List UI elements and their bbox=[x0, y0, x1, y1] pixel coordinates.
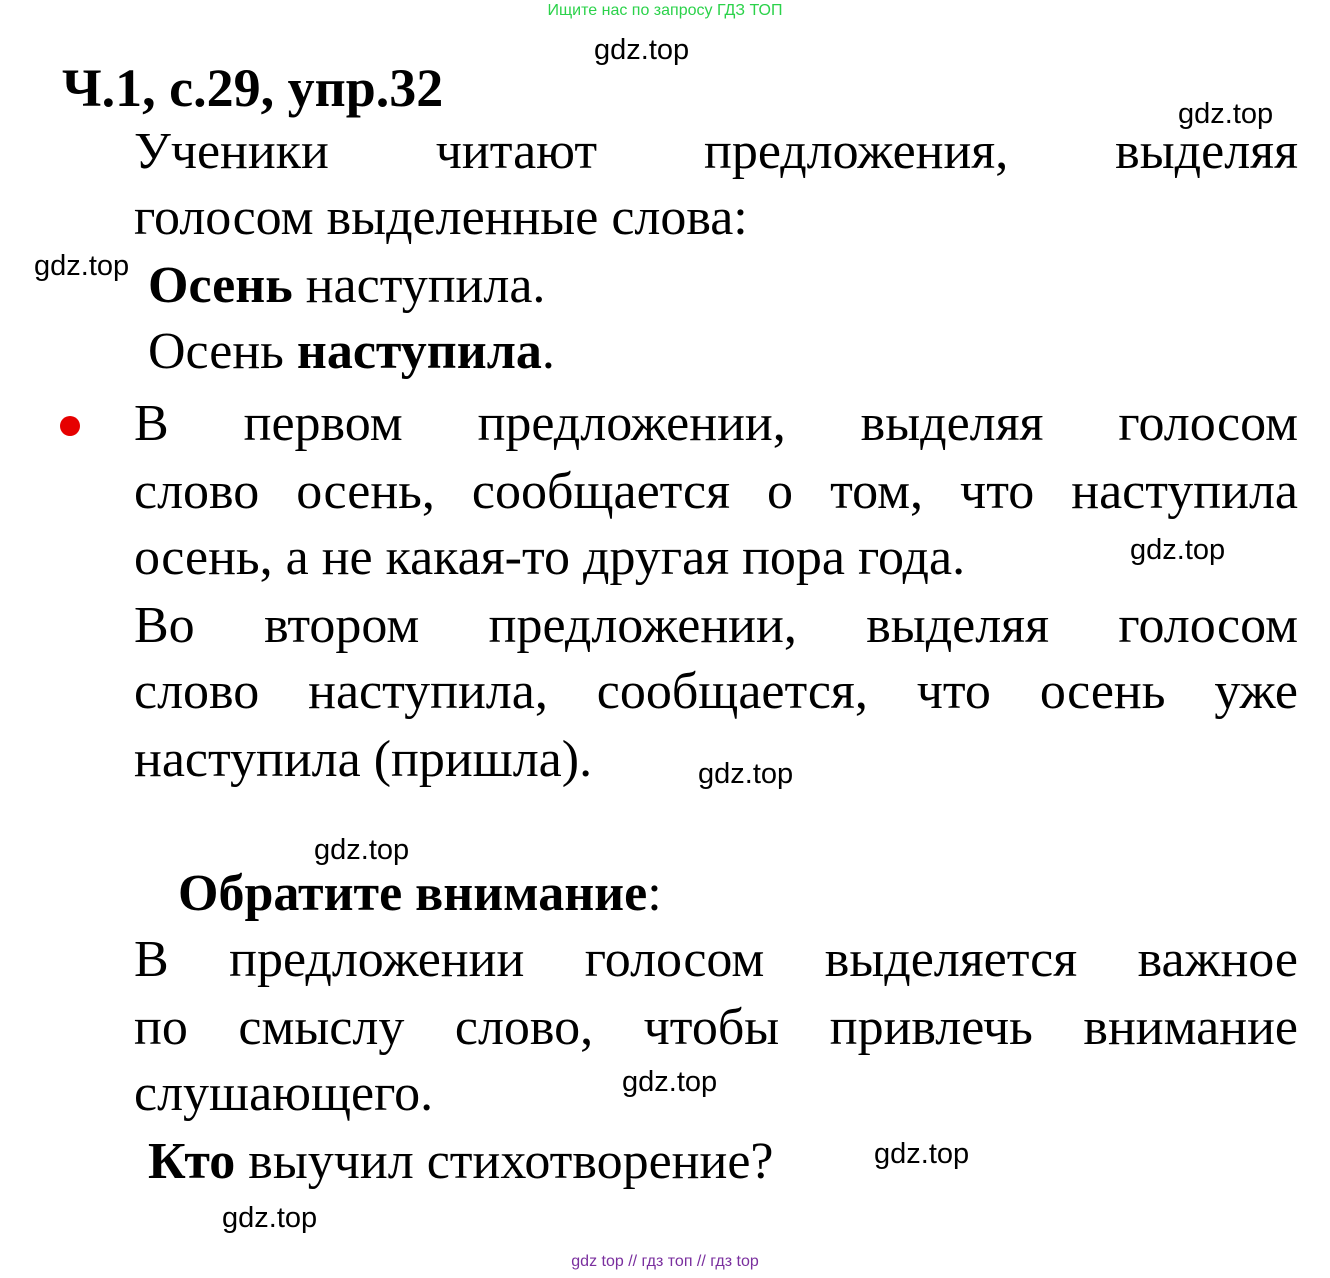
sentence-start: Осень bbox=[148, 323, 297, 380]
intro-line-1: Ученики читают предложения, выделяя bbox=[134, 123, 1298, 180]
emphasized-word: Кто bbox=[148, 1133, 236, 1190]
top-banner: Ищите нас по запросу ГДЗ ТОП bbox=[547, 2, 783, 19]
note-line-1: В предложении голосом выделяется важное bbox=[134, 931, 1298, 988]
explanation-2-line-1: Во втором предложении, выделяя голосом bbox=[134, 597, 1298, 654]
watermark: gdz.top bbox=[1130, 534, 1226, 566]
explanation-2-line-2: слово наступила, сообщается, что осень уже bbox=[134, 663, 1298, 720]
explanation-2-line-3: наступила (пришла). bbox=[134, 731, 593, 788]
emphasized-word: Осень bbox=[148, 257, 293, 314]
intro-line-2: голосом выделенные слова: bbox=[134, 189, 748, 246]
note-title-colon: : bbox=[647, 865, 662, 922]
sentence-rest: выучил стихотворение? bbox=[235, 1133, 774, 1190]
bottom-banner: gdz top // гдз топ // гдз top bbox=[571, 1253, 759, 1270]
watermark: gdz.top bbox=[314, 834, 410, 866]
watermark: gdz.top bbox=[622, 1066, 718, 1098]
example-sentence-2 bbox=[148, 322, 555, 382]
explanation-1-line-3: осень, а не какая-то другая пора года. bbox=[134, 529, 966, 586]
watermark: gdz.top bbox=[874, 1138, 970, 1170]
watermark: gdz.top bbox=[1178, 98, 1274, 130]
sentence-end: . bbox=[541, 323, 555, 380]
sentence-rest: наступила. bbox=[292, 257, 546, 314]
watermark: gdz.top bbox=[34, 250, 130, 282]
note-line-2: по смыслу слово, чтобы привлечь внимание bbox=[134, 999, 1298, 1056]
note-title-bold: Обратите внимание bbox=[178, 865, 648, 922]
watermark: gdz.top bbox=[594, 34, 690, 66]
emphasized-word: наступила bbox=[296, 323, 542, 380]
explanation-1-line-2: слово осень, сообщается о том, что наступила bbox=[134, 463, 1298, 520]
example-sentence-1 bbox=[148, 256, 545, 316]
watermark: gdz.top bbox=[222, 1202, 318, 1234]
watermark: gdz.top bbox=[698, 758, 794, 790]
page-title: Ч.1, с.29, упр.32 bbox=[62, 58, 444, 118]
note-title bbox=[178, 864, 662, 924]
note-line-3: слушающего. bbox=[134, 1065, 434, 1122]
question-sentence bbox=[148, 1132, 774, 1192]
bullet-icon bbox=[60, 416, 80, 436]
explanation-1-line-1: В первом предложении, выделяя голосом bbox=[134, 395, 1298, 452]
